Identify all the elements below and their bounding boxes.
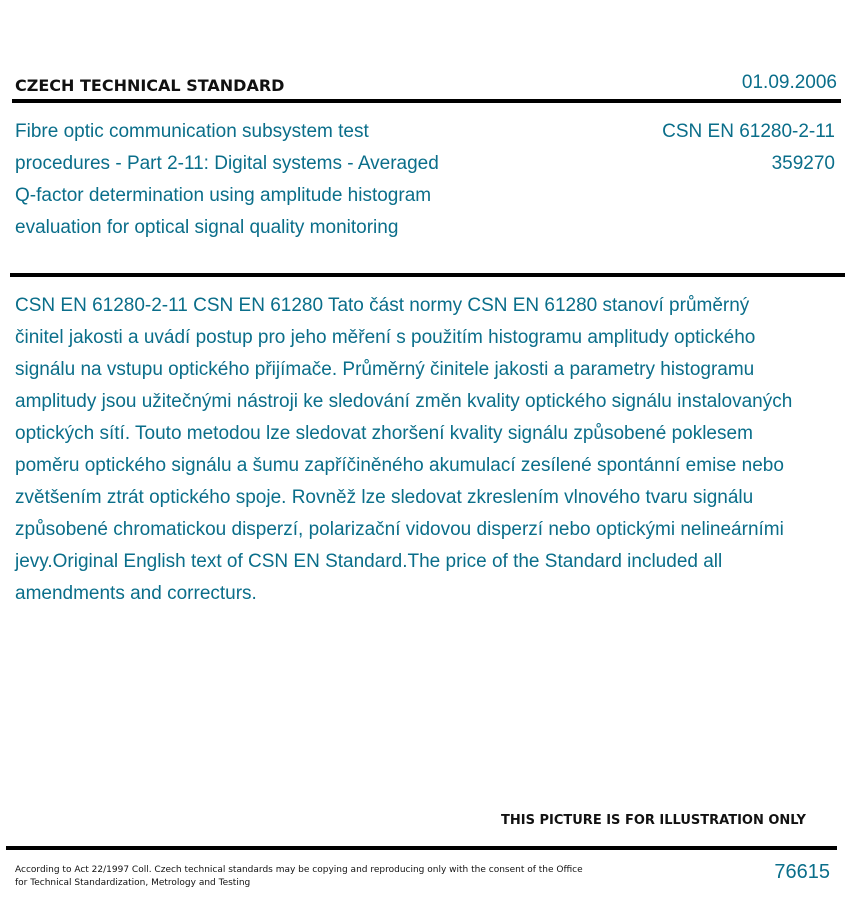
title-divider: [10, 273, 845, 277]
illustration-note: THIS PICTURE IS FOR ILLUSTRATION ONLY: [501, 813, 806, 828]
publication-date: 01.09.2006: [741, 72, 837, 93]
legal-notice: According to Act 22/1997 Coll. Czech technical standards may be copying and reproducing only with the consent of the Office for Technical Standardization, Metrology and Testing: [15, 865, 583, 888]
header-label: CZECH TECHNICAL STANDARD: [15, 76, 285, 95]
header-divider: [12, 99, 841, 103]
standard-description: CSN EN 61280-2-11 CSN EN 61280 Tato část normy CSN EN 61280 stanoví průměrný činitel jakosti a uvádí postup pro jeho měření s použitím histogramu amplitudy optického signálu na vstupu optického přijímače. Průměrný činitele jakosti a parametry histogramu amplitudy jsou užitečnými nástroji ke sledování změn kvality optického signálu instalovaných optických sítí. Touto metodou lze sledovat zhoršení kvality signálu způsobené poklesem poměru optického signálu a šumu zapříčiněného akumulací zesílené spontánní emise nebo zvětšením ztrát optického spoje. Rovněž lze sledovat zkreslením vlnového tvaru signálu způsobené chromatickou disperzí, polarizační vidovou disperzí nebo optickými nelineárními jevy.Original English text of CSN EN Standard.The price of the Standard included all amendments and correcturs.: [15, 295, 793, 604]
standard-numbers: [662, 116, 835, 180]
catalog-number: 359270: [771, 153, 835, 174]
footer-divider: [6, 846, 837, 850]
standard-title: Fibre optic communication subsystem test procedures - Part 2-11: Digital systems - Averaged Q-factor determination using amplitude histogram evaluation for optical signal quality monitoring: [15, 121, 439, 238]
standard-number: CSN EN 61280-2-11: [662, 121, 835, 142]
document-id: 76615: [774, 861, 830, 883]
